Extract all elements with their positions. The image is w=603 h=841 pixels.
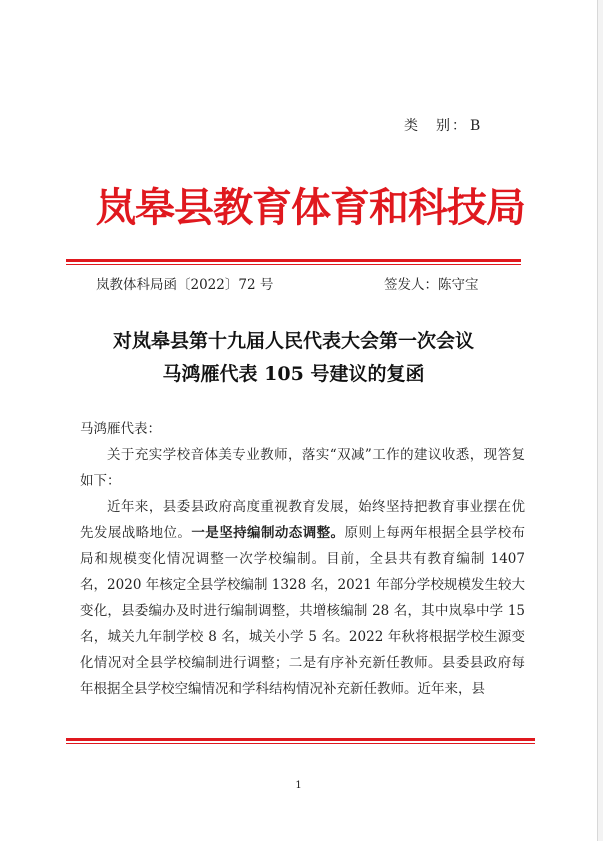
signer-name: 陈守宝 [438, 277, 479, 293]
footer-red-rule-thin [66, 743, 535, 744]
document-number: 岚教体科局函〔2022〕72 号 [96, 277, 274, 293]
header-red-rule-thin [66, 264, 521, 265]
salutation: 马鸿雁代表： [80, 421, 161, 437]
point-one-heading: 一是坚持编制动态调整。 [191, 525, 345, 541]
document-title [66, 325, 521, 391]
category-line [404, 115, 482, 135]
organization-header: 岚皋县教育体育和科技局 [96, 185, 525, 231]
signer-label: 签发人： [384, 277, 438, 293]
document-title-line-1: 对岚皋县第十九届人民代表大会第一次会议 [112, 330, 474, 352]
signer-line [384, 273, 479, 293]
footer-red-rule [66, 738, 535, 741]
document-body [80, 416, 525, 702]
document-title-line-2: 马鸿雁代表 105 号建议的复函 [162, 363, 425, 385]
category-label: 类 别： [404, 118, 468, 134]
intro-paragraph: 关于充实学校音体美专业教师，落实“双减”工作的建议收悉，现答复如下： [80, 447, 525, 489]
header-red-rule [66, 259, 521, 262]
paragraph-text: 近年来，县委县政府高度重视教育发展，始终坚持把教育事业摆在优先发展战略地位。 [80, 499, 525, 541]
page-number: 1 [295, 780, 302, 791]
category-value: B [470, 118, 483, 134]
body-paragraph [80, 494, 525, 702]
paragraph-text: 原则上每两年根据全县学校布局和规模变化情况调整一次学校编制。目前，全县共有教育编制 1407 名，2020 年核定全县学校编制 1328 名，2021 年部分学校规模发生较大变化，县委编办及时进行编制调整，共增核编制 28 名，其中岚皋中学 15 名，城关九年制学校 8 名，城关小学 5 名。2022 年秋将根据学校生源变化情况对全县学校编制进行调整；二是有序补充新任教师。县委县政府每年根据全县学校空编情况和学科结构情况补充新任教师。近年来，县 [80, 525, 526, 697]
